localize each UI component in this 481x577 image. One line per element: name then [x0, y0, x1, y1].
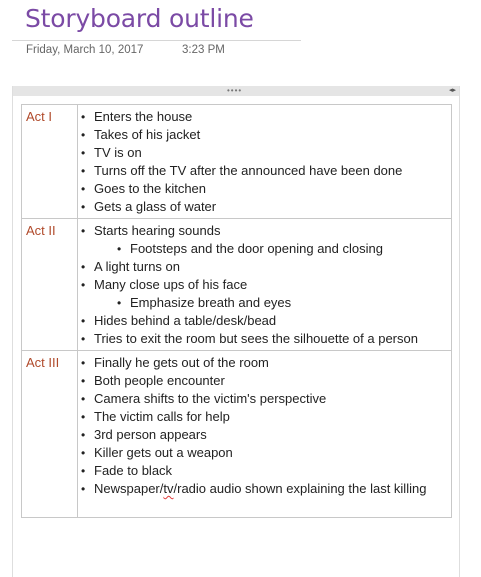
bullet-icon: •: [81, 356, 86, 370]
list-item[interactable]: [78, 354, 451, 372]
list-item[interactable]: [78, 462, 451, 480]
storyboard-table[interactable]: [21, 104, 452, 518]
list-item-text: Footsteps and the door opening and closing: [130, 241, 383, 256]
list-item[interactable]: [78, 330, 451, 348]
list-item-text: Tries to exit the room but sees the silhouette of a person: [94, 331, 418, 346]
bullet-icon: •: [81, 278, 86, 292]
list-item-text: Enters the house: [94, 109, 193, 124]
title-underline: [12, 40, 301, 41]
bullet-icon: •: [81, 464, 86, 478]
bullet-icon: •: [81, 446, 86, 460]
bullet-icon: •: [81, 392, 86, 406]
list-item[interactable]: [78, 480, 451, 498]
act-items-cell[interactable]: [78, 219, 452, 351]
list-item-text: Takes of his jacket: [94, 127, 201, 142]
list-item[interactable]: [78, 258, 451, 276]
bullet-icon: •: [81, 332, 86, 346]
list-item-text: Finally he gets out of the room: [94, 355, 269, 370]
table-row: [22, 219, 452, 351]
bullet-icon: •: [81, 110, 86, 124]
bullet-icon: •: [117, 296, 122, 310]
list-item[interactable]: [78, 126, 451, 144]
list-item[interactable]: [78, 144, 451, 162]
list-item-text: Gets a glass of water: [94, 199, 217, 214]
list-item-text: TV is on: [94, 145, 142, 160]
list-item[interactable]: [78, 408, 451, 426]
bullet-icon: •: [81, 482, 86, 496]
list-item[interactable]: [78, 276, 451, 294]
act-items-cell[interactable]: [78, 105, 452, 219]
bullet-icon: •: [81, 428, 86, 442]
act-label[interactable]: Act I: [22, 105, 78, 219]
table-row: [22, 351, 452, 518]
spellcheck-flagged-word[interactable]: tv: [163, 481, 174, 496]
bullet-icon: •: [81, 224, 86, 238]
list-item-text: Fade to black: [94, 463, 173, 478]
list-item[interactable]: [78, 444, 451, 462]
bullet-icon: •: [81, 182, 86, 196]
list-item[interactable]: [78, 390, 451, 408]
list-item-text: Both people encounter: [94, 373, 225, 388]
list-item[interactable]: [78, 372, 451, 390]
page-title[interactable]: Storyboard outline: [25, 4, 254, 33]
list-item-text: Newspaper/tv/radio audio shown explaining the last killing: [94, 481, 427, 496]
list-item-text: Starts hearing sounds: [94, 223, 221, 238]
table-row: [22, 105, 452, 219]
bullet-icon: •: [81, 164, 86, 178]
bullet-icon: •: [81, 128, 86, 142]
bullet-icon: •: [81, 410, 86, 424]
page-time: 3:23 PM: [182, 44, 225, 56]
list-item-text: Turns off the TV after the announced have been done: [94, 163, 403, 178]
act-label[interactable]: Act III: [22, 351, 78, 518]
bullet-icon: •: [117, 242, 122, 256]
note-container-bar[interactable]: [13, 86, 459, 96]
bullet-icon: •: [81, 146, 86, 160]
list-item-text: Hides behind a table/desk/bead: [94, 313, 277, 328]
list-item[interactable]: [78, 198, 451, 216]
page-date: Friday, March 10, 2017: [26, 44, 144, 56]
list-item[interactable]: [78, 426, 451, 444]
list-item[interactable]: [78, 312, 451, 330]
bullet-icon: •: [81, 314, 86, 328]
list-item-text: Killer gets out a weapon: [94, 445, 233, 460]
list-item[interactable]: [78, 180, 451, 198]
bullet-icon: •: [81, 200, 86, 214]
act-label[interactable]: Act II: [22, 219, 78, 351]
sub-list-item[interactable]: [78, 294, 451, 312]
list-item-text: Many close ups of his face: [94, 277, 248, 292]
sub-list-item[interactable]: [78, 240, 451, 258]
list-item[interactable]: [78, 162, 451, 180]
bullet-icon: •: [81, 260, 86, 274]
list-item-text: Goes to the kitchen: [94, 181, 207, 196]
list-item-text: The victim calls for help: [94, 409, 230, 424]
list-item[interactable]: [78, 222, 451, 240]
list-item-text: Camera shifts to the victim's perspective: [94, 391, 327, 406]
drag-handle-icon[interactable]: ••••: [227, 86, 243, 95]
resize-handle-icon[interactable]: ◂▸: [448, 87, 456, 94]
list-item-text: Emphasize breath and eyes: [130, 295, 292, 310]
list-item[interactable]: [78, 108, 451, 126]
act-items-cell[interactable]: [78, 351, 452, 518]
list-item-text: 3rd person appears: [94, 427, 207, 442]
list-item-text: A light turns on: [94, 259, 180, 274]
bullet-icon: •: [81, 374, 86, 388]
